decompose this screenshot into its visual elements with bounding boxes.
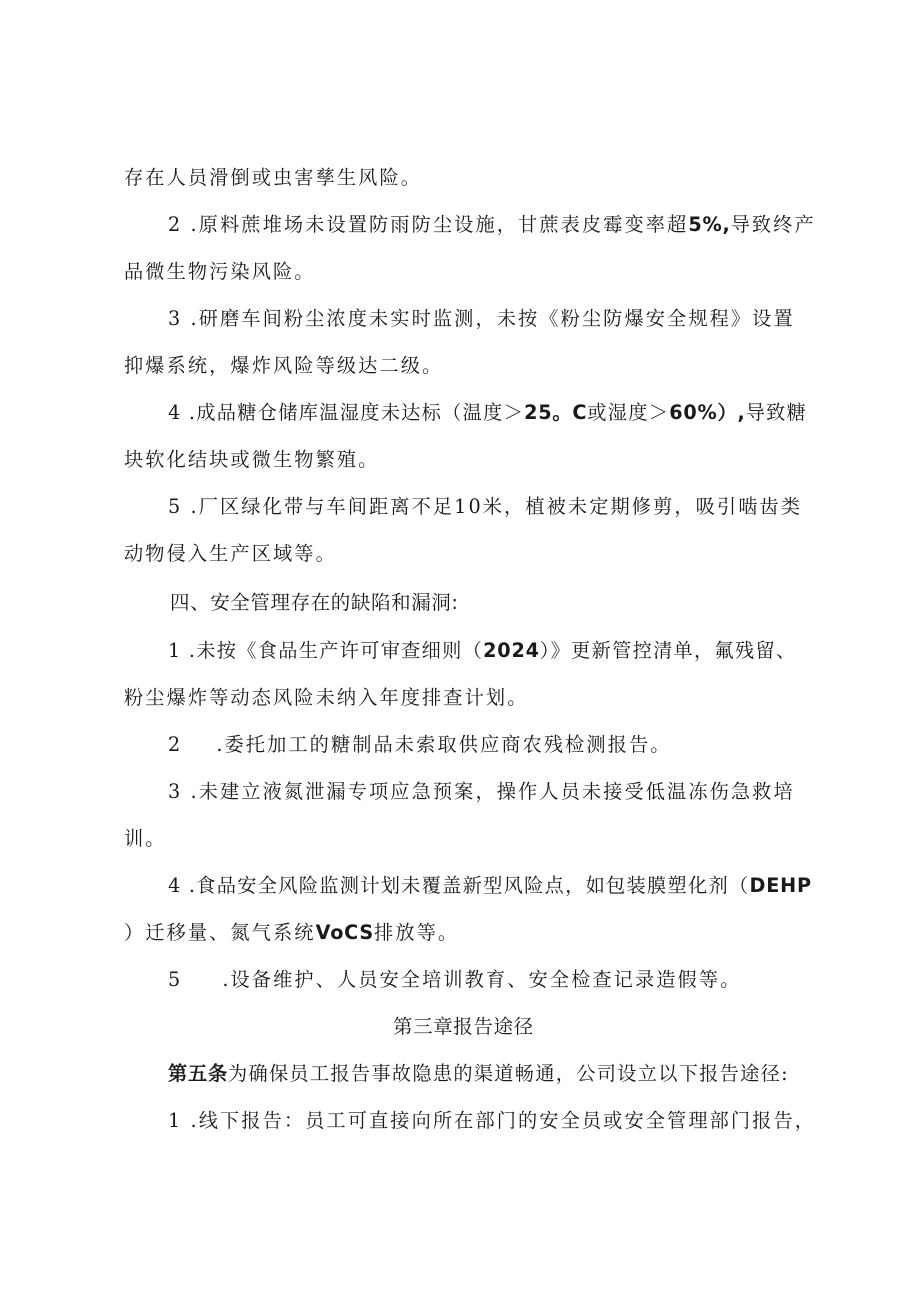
list-text: .委托加工的糖制品未索取供应商农残检测报告。: [216, 733, 672, 756]
list-item-2-line-1: [168, 732, 672, 758]
list-item-1-line-1: 1 .线下报告：员工可直接向所在部门的安全员或安全管理部门报告，: [168, 1109, 817, 1132]
list-item-3-line-1: 3 .未建立液氮泄漏专项应急预案，操作人员未接受低温冻伤急救培: [168, 780, 795, 803]
paragraph-line: 动物侵入生产区域等。: [124, 542, 337, 565]
paragraph-line: 品微生物污染风险。: [124, 260, 316, 283]
list-text: 4 .成品糖仓储库温湿度未达标（温度＞: [168, 401, 525, 424]
paragraph-line: 块软化结块或微生物繁殖。: [124, 448, 380, 471]
section-heading: 四、安全管理存在的缺陷和漏洞:: [170, 591, 459, 614]
list-text: .原料蔗堆场未设置防雨防尘设施，甘蔗表皮霉变率超: [190, 213, 689, 236]
paragraph-line: [124, 920, 459, 946]
list-item-5-line-1: [168, 967, 741, 993]
paragraph-line: 抑爆系统，爆炸风险等级达二级。: [124, 354, 444, 377]
list-item-3-line-1: 3 .研磨车间粉尘浓度未实时监测，未按《粉尘防爆安全规程》设置: [168, 307, 795, 330]
list-item-1-line-1: [168, 638, 797, 664]
bold-text: DEHP: [749, 874, 812, 897]
paragraph-line: 粉尘爆炸等动态风险未纳入年度排查计划。: [124, 686, 529, 709]
list-text: .设备维护、人员安全培训教育、安全检查记录造假等。: [222, 968, 742, 991]
article-text: 为确保员工报告事故隐患的渠道畅通，公司设立以下报告途径:: [227, 1062, 789, 1085]
chapter-title: 第三章报告途径: [393, 1015, 534, 1038]
list-number: 2: [168, 213, 183, 236]
bold-text: 25。C: [524, 401, 588, 424]
list-text: 导致终产: [730, 213, 816, 236]
list-text: 排放等。: [374, 921, 460, 944]
bold-text: 2024: [483, 639, 540, 662]
bold-text: 60%）,: [669, 401, 746, 424]
list-item-5-line-1: 5 .厂区绿化带与车间距离不足10米，植被未定期修剪，吸引啮齿类: [168, 495, 803, 518]
list-text: 或湿度＞: [587, 401, 670, 424]
bold-text: VoCS: [315, 921, 375, 944]
list-text: ）》更新管控清单，氟残留、: [539, 639, 797, 662]
article-label: 第五条: [168, 1062, 228, 1085]
list-item-2-line-1: [168, 212, 816, 238]
list-item-4-line-1: [168, 400, 807, 426]
list-number: 2: [168, 733, 183, 756]
paragraph-line: 训。: [124, 827, 167, 850]
list-number: 5: [168, 968, 183, 991]
list-text: ）迁移量、氮气系统: [124, 921, 316, 944]
list-item-4-line-1: [168, 873, 812, 899]
bold-text: 5%,: [688, 213, 731, 236]
list-text: 导致糖: [745, 401, 808, 424]
paragraph-line: 存在人员滑倒或虫害孳生风险。: [124, 166, 423, 189]
list-text: 1 .未按《食品生产许可审查细则（: [168, 639, 484, 662]
list-text: 4 .食品安全风险监测计划未覆盖新型风险点，如包装膜塑化剂（: [168, 874, 750, 897]
article-paragraph: [168, 1061, 789, 1087]
